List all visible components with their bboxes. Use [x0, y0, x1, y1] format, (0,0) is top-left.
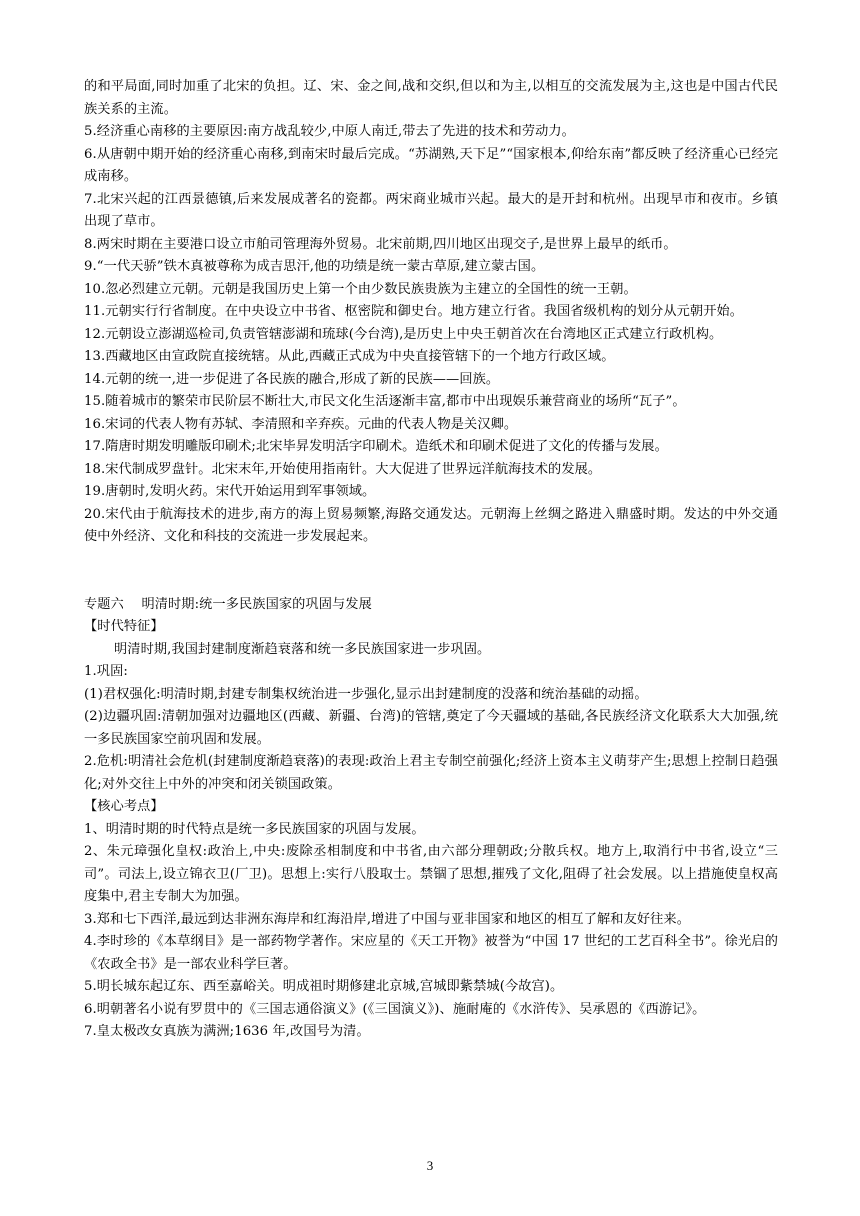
core-point: 4.李时珍的《本草纲目》是一部药物学著作。宋应星的《天工开物》被誉为“中国 17 世纪的工艺百科全书”。徐光启的《农政全书》是一部农业科学巨著。 [84, 934, 778, 972]
era-heading: 【时代特征】 [84, 619, 164, 634]
era-point: 2.危机:明清社会危机(封建制度渐趋衰落)的表现:政治上君主专制空前强化;经济上资本主义萌芽产生;思想上控制日趋强化;对外交往上中外的冲突和闭关锁国政策。 [84, 754, 778, 792]
document-page [84, 76, 778, 1044]
era-intro: 明清时期,我国封建制度渐趋衰落和统一多民族国家进一步巩固。 [114, 641, 491, 657]
point-7: 7.北宋兴起的江西景德镇,后来发展成著名的瓷都。两宋商业城市兴起。最大的是开封和杭州。出现早市和夜市。乡镇出现了草市。 [84, 191, 778, 229]
core-point: 5.明长城东起辽东、西至嘉峪关。明成祖时期修建北京城,宫城即紫禁城(今故宫)。 [84, 979, 564, 994]
point-10: 10.忽必烈建立元朝。元朝是我国历史上第一个由少数民族贵族为主建立的全国性的统一王朝。 [84, 281, 637, 297]
core-point: 1、明清时期的时代特点是统一多民族国家的巩固与发展。 [84, 821, 425, 837]
point-16: 16.宋词的代表人物有苏轼、李清照和辛弃疾。元曲的代表人物是关汉卿。 [84, 416, 518, 432]
paragraph: 的和平局面,同时加重了北宋的负担。辽、宋、金之间,战和交织,但以和为主,以相互的交流发展为主,这也是中国古代民族关系的主流。 [84, 79, 778, 117]
point-19: 19.唐朝时,发明火药。宋代开始运用到军事领域。 [84, 484, 376, 499]
point-11: 11.元朝实行行省制度。在中央设立中书省、枢密院和御史台。地方建立行省。我国省级机构的划分从元朝开始。 [84, 304, 744, 319]
era-point: (1)君权强化:明清时期,封建专制集权统治进一步强化,显示出封建制度的没落和统治基础的动摇。 [84, 686, 648, 702]
core-point: 7.皇太极改女真族为满洲;1636 年,改国号为清。 [84, 1024, 370, 1039]
core-heading: 【核心考点】 [84, 799, 164, 814]
point-8: 8.两宋时期在主要港口设立市舶司管理海外贸易。北宋前期,四川地区出现交子,是世界上最早的纸币。 [84, 236, 677, 252]
core-point: 2、朱元璋强化皇权:政治上,中央:废除丞相制度和中书省,由六部分理朝政;分散兵权。地方上,取消行中书省,设立“三司”。司法上,设立锦衣卫(厂卫)。思想上:实行八股取士。禁锢了思想,摧残了文化,阻碍了社会发展。以上措施使皇权高度集中,君主专制大为加强。 [84, 844, 778, 904]
point-9: 9.“一代天骄”铁木真被尊称为成吉思汗,他的功绩是统一蒙古草原,建立蒙古国。 [84, 259, 545, 274]
section-topic-six [84, 594, 778, 1044]
point-15: 15.随着城市的繁荣市民阶层不断壮大,市民文化生活逐渐丰富,都市中出现娱乐兼营商业的场所“瓦子”。 [84, 394, 686, 409]
page-number: 3 [426, 1158, 434, 1173]
point-5: 5.经济重心南移的主要原因:南方战乱较少,中原人南迁,带去了先进的技术和劳动力。 [84, 124, 575, 139]
section-title: 专题六 明清时期:统一多民族国家的巩固与发展 [84, 596, 372, 612]
core-point: 3.郑和七下西洋,最远到达非洲东海岸和红海沿岸,增进了中国与亚非国家和地区的相互了解和友好往来。 [84, 911, 691, 927]
point-13: 13.西藏地区由宣政院直接统辖。从此,西藏正式成为中央直接管辖下的一个地方行政区域。 [84, 349, 615, 364]
core-point: 6.明朝著名小说有罗贯中的《三国志通俗演义》(《三国演义》)、施耐庵的《水浒传》、吴承恩的《西游记》。 [84, 1001, 706, 1017]
point-12: 12.元朝设立澎湖巡检司,负责管辖澎湖和琉球(今台湾),是历史上中央王朝首次在台湾地区正式建立行政机构。 [84, 326, 723, 342]
point-20: 20.宋代由于航海技术的进步,南方的海上贸易频繁,海路交通发达。元朝海上丝绸之路进入鼎盛时期。发达的中外交通使中外经济、文化和科技的交流进一步发展起来。 [84, 506, 778, 544]
point-6: 6.从唐朝中期开始的经济重心南移,到南宋时最后完成。“苏湖熟,天下足”“国家根本,仰给东南”都反映了经济重心已经完成南移。 [84, 146, 778, 184]
point-14: 14.元朝的统一,进一步促进了各民族的融合,形成了新的民族——回族。 [84, 371, 500, 387]
era-point: (2)边疆巩固:清朝加强对边疆地区(西藏、新疆、台湾)的管辖,奠定了今天疆域的基础,各民族经济文化联系大大加强,统一多民族国家空前巩固和发展。 [84, 709, 778, 747]
section-continued [84, 76, 778, 549]
point-17: 17.隋唐时期发明雕版印刷术;北宋毕昇发明活字印刷术。造纸术和印刷术促进了文化的传播与发展。 [84, 439, 668, 454]
point-18: 18.宋代制成罗盘针。北宋末年,开始使用指南针。大大促进了世界远洋航海技术的发展。 [84, 461, 602, 477]
era-point: 1.巩固: [84, 664, 128, 679]
